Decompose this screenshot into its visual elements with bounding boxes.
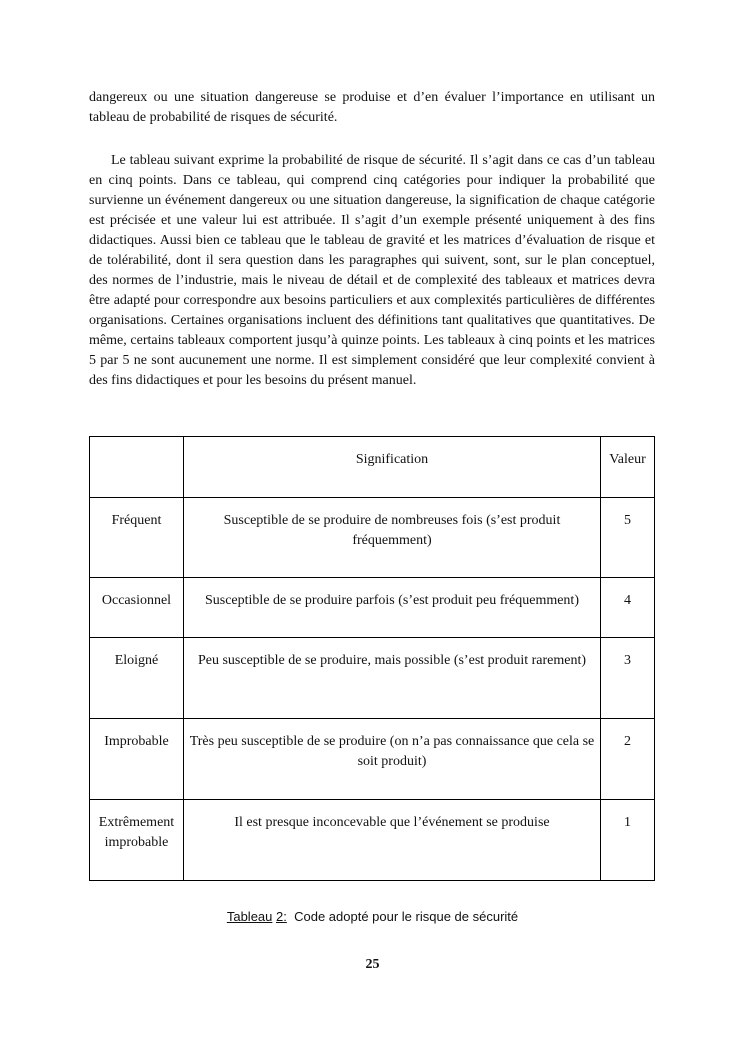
table-caption [0, 909, 745, 924]
category-cell: Extrêmement improbable [90, 800, 184, 881]
table-row [90, 800, 655, 881]
value-cell: 5 [601, 498, 655, 578]
paragraph-probability-intro: Le tableau suivant exprime la probabilité de risque de sécurité. Il s’agit dans ce cas d’un tableau en cinq points. Dans ce tableau, qui comprend cinq catégories pour indiquer la probabilité que survienne un événement dangereux ou une situation dangereuse, la signification de chaque catégorie est précisée et une valeur lui est attribuée. Il s’agit d’un exemple présenté uniquement à des fins didactiques. Aussi bien ce tableau que le tableau de gravité et les matrices d’évaluation de risque et de tolérabilité, dont il sera question dans les paragraphes qui suivent, sont, sur le plan conceptuel, des normes de l’industrie, mais le niveau de détail et de complexité des tableaux et matrices devra être adapté pour correspondre aux besoins particuliers et aux complexités particulières de différentes organisations. Certaines organisations incluent des définitions tant qualitatives que quantitatives. De même, certains tableaux comportent jusqu’à quinze points. Les tableaux à cinq points et les matrices 5 par 5 ne sont aucunement une norme. Il est simplement considéré que leur complexité convient à des fins didactiques et pour les besoins du présent manuel. [89, 153, 655, 388]
table-row [90, 578, 655, 638]
value-cell: 2 [601, 719, 655, 800]
category-cell: Improbable [90, 719, 184, 800]
table-header-row [90, 437, 655, 498]
meaning-cell: Susceptible de se produire parfois (s’est produit peu fréquemment) [183, 578, 600, 638]
header-signification: Signification [183, 437, 600, 498]
caption-number: 2: [276, 909, 287, 924]
probability-table [89, 436, 655, 881]
table-row [90, 498, 655, 578]
meaning-cell: Il est presque inconcevable que l’événement se produise [183, 800, 600, 881]
value-cell: 3 [601, 638, 655, 719]
caption-label: Tableau [226, 909, 273, 924]
category-cell: Occasionnel [90, 578, 184, 638]
value-cell: 1 [601, 800, 655, 881]
meaning-cell: Susceptible de se produire de nombreuses fois (s’est produit fréquemment) [183, 498, 600, 578]
category-cell: Fréquent [90, 498, 184, 578]
header-empty-cell [90, 437, 184, 498]
table-row [90, 638, 655, 719]
table-row [90, 719, 655, 800]
caption-text: Code adopté pour le risque de sécurité [294, 909, 519, 924]
paragraph-continuation: dangereux ou une situation dangereuse se produise et d’en évaluer l’importance en utilisant un tableau de probabilité de risques de sécurité. [89, 90, 655, 125]
header-valeur: Valeur [601, 437, 655, 498]
meaning-cell: Peu susceptible de se produire, mais possible (s’est produit rarement) [183, 638, 600, 719]
value-cell: 4 [601, 578, 655, 638]
category-cell: Eloigné [90, 638, 184, 719]
page-number: 25 [365, 957, 380, 972]
meaning-cell: Très peu susceptible de se produire (on n’a pas connaissance que cela se soit produit) [183, 719, 600, 800]
